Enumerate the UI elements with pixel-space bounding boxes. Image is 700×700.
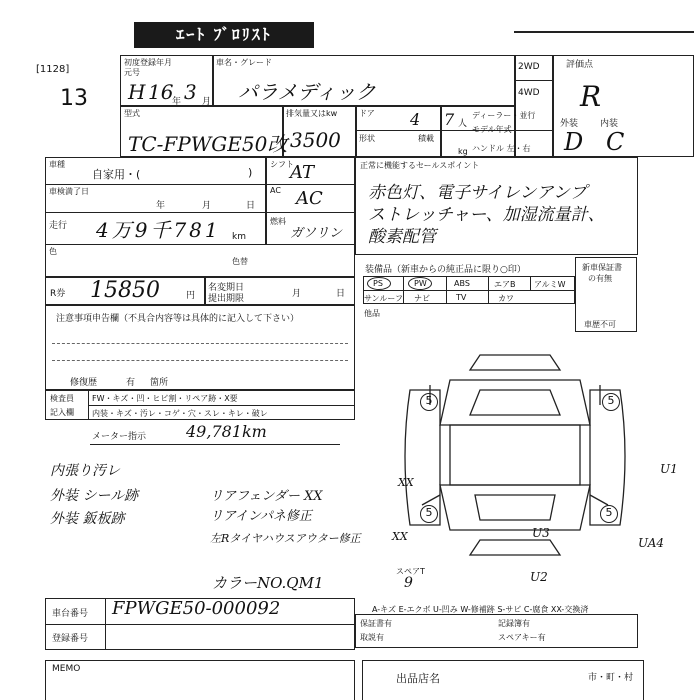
sub-label-4: スペアキー有	[498, 633, 546, 642]
year-unit: 年	[172, 97, 182, 107]
equipment-label: 装備品（新車からの純正品に限り○印）	[365, 265, 526, 275]
dealer-label: ディーラー・並行	[472, 111, 536, 120]
note-line	[52, 343, 348, 344]
sub-box	[355, 614, 638, 648]
sales-points-label: 正常に機能するセールスポイント	[360, 161, 480, 170]
divider	[514, 55, 516, 157]
car-name: パラメディック	[238, 80, 376, 104]
rear-bumper-outline	[470, 540, 560, 555]
model-value: TC-FPWGE50改	[128, 132, 288, 156]
shaken-month: 月	[202, 201, 212, 211]
sub-label-3: 記録簿有	[498, 619, 530, 628]
score-label: 評価点	[566, 60, 594, 70]
warranty-label-2: の有無	[588, 274, 612, 283]
remark-right-1: リアフェンダー XX	[210, 489, 323, 504]
type-close: )	[248, 166, 253, 179]
ac-value: AC	[296, 188, 323, 209]
mirror-lines	[430, 385, 600, 405]
displacement-value: 3500	[290, 128, 341, 152]
recycle-amount: 15850	[90, 278, 160, 303]
color-label: 色	[49, 247, 57, 256]
remark-left-1: 内張り汚レ	[50, 463, 120, 479]
diagram-circle: 5	[420, 393, 438, 411]
exterior-label: 外装	[560, 119, 579, 129]
mark-u1: U1	[660, 462, 678, 476]
interior-grade: C	[606, 128, 625, 156]
drive-4wd: 4WD	[518, 88, 540, 98]
divider	[45, 212, 355, 213]
notes-label: 注意事項申告欄（不具合内容等は具体的に記入して下さい）	[56, 314, 300, 324]
seats-value: 7	[444, 110, 455, 129]
reg-label: 登録番号	[52, 634, 89, 644]
color-no-label: 色替	[232, 257, 248, 266]
note-line	[52, 360, 348, 361]
memo-label: MEMO	[52, 664, 81, 674]
meter-value: 49,781km	[186, 422, 267, 441]
header-line	[514, 31, 694, 33]
divider	[204, 277, 206, 305]
sub-label-2: 取説有	[360, 633, 384, 642]
inspector-label-2: 記入欄	[50, 408, 74, 417]
memo-box	[45, 660, 355, 700]
door-value: 4	[410, 110, 421, 129]
mark-u2: U2	[530, 570, 548, 584]
transfer-label-2: 提出期限	[208, 294, 245, 304]
remark-right-4: カラーNO.QM1	[212, 574, 324, 592]
inspector-row-1: FW・キズ・凹・ヒビ割・リペア跡・X要	[92, 394, 238, 403]
divider	[440, 105, 442, 157]
recycle-label: R券	[50, 289, 66, 299]
remark-left-3: 外装 鈑板跡	[50, 511, 125, 527]
roof-outline	[450, 425, 580, 485]
first-reg-label: 初度登録年月	[124, 58, 172, 67]
equip-abs: ABS	[454, 279, 470, 288]
repair-place: 箇所	[150, 378, 169, 388]
mark-ua4: UA4	[638, 536, 665, 550]
divider	[530, 276, 531, 290]
rear-body-outline	[440, 485, 590, 530]
diagram-circle: 5	[600, 505, 618, 523]
divider	[446, 276, 447, 304]
diagram-circle: 5	[420, 505, 438, 523]
shaken-year: 年	[156, 201, 166, 211]
divider	[90, 444, 340, 445]
divider	[552, 55, 554, 157]
recycle-unit: 円	[186, 291, 196, 301]
lot-number: 13	[60, 86, 88, 111]
sub-label-1: 保証書有	[360, 619, 392, 628]
mileage-value: 4万9千781	[96, 218, 221, 242]
interior-label: 内装	[600, 119, 619, 129]
side-lines	[422, 495, 608, 505]
model-year-label: モデル年式	[472, 125, 512, 134]
sales-point-line-2: ストレッチャー、加湿流量計、	[368, 205, 605, 225]
month-unit: 月	[202, 97, 212, 107]
month-value: 3	[184, 80, 197, 104]
fuel-value: ガソリン	[290, 226, 343, 241]
door-label: ドア	[359, 109, 375, 118]
seats-unit: 人	[458, 119, 468, 129]
divider	[45, 624, 355, 625]
mileage-unit: km	[232, 232, 246, 242]
hood-outline	[470, 355, 560, 370]
mark-u3: U3	[532, 526, 550, 540]
damage-legend: A-キズ E-エクボ U-凹み W-修補跡 S-サビ C-腐食 XX-交換済	[372, 605, 589, 614]
equip-tv: TV	[456, 293, 467, 302]
inspector-label-1: 検査員	[50, 394, 74, 403]
remark-left-2: 外装 シール跡	[50, 488, 139, 504]
transfer-label-1: 名変期日	[208, 283, 245, 293]
exterior-grade: D	[564, 128, 584, 156]
equip-ps: PS	[373, 279, 383, 288]
pw-circle-mark	[408, 277, 432, 290]
city-label: 市・町・村	[588, 673, 634, 683]
divider	[105, 598, 106, 650]
score-value: R	[580, 80, 602, 113]
year-value: 16	[148, 80, 174, 104]
store-label: 出品店名	[396, 672, 440, 685]
equip-leather: カワ	[498, 294, 514, 303]
auction-logo: ｴｰﾄ ﾌﾞﾛﾘｽﾄ	[134, 22, 314, 48]
equip-alloy: アルミW	[534, 280, 566, 289]
shift-label: シフト	[270, 160, 294, 169]
meter-label: メーター指示	[92, 432, 147, 442]
ps-circle-mark	[367, 277, 391, 290]
displacement-label: 排気量又はkw	[286, 109, 338, 118]
car-damage-diagram	[390, 345, 640, 580]
spare-label: スペアT	[396, 567, 425, 576]
shift-value: AT	[290, 162, 315, 183]
divider	[403, 276, 404, 304]
name-label: 車名・グレード	[216, 58, 272, 67]
first-reg-sub: 元号	[124, 68, 140, 77]
sales-point-line-3: 酸素配管	[368, 227, 436, 247]
divider	[363, 290, 575, 291]
chassis-value: FPWGE50-000092	[112, 598, 281, 619]
mark-xx-2: XX	[392, 530, 408, 543]
repair-value: 有	[126, 378, 136, 388]
fuel-label: 燃料	[270, 217, 286, 226]
transfer-month: 月	[292, 289, 302, 299]
rear-window-outline	[475, 495, 555, 520]
ac-label: AC	[270, 186, 281, 195]
model-label: 型式	[124, 109, 140, 118]
sales-point-line-1: 赤色灯、電子サイレンアンプ	[368, 183, 587, 203]
spare-value: 9	[404, 575, 413, 591]
equip-airbag: エアB	[494, 280, 516, 289]
mark-xx-1: XX	[398, 476, 414, 489]
divider	[88, 405, 355, 406]
warranty-no-label: 車歴不可	[584, 320, 616, 329]
equip-pw: PW	[414, 279, 427, 288]
era-value: H	[128, 80, 146, 104]
windshield-outline	[470, 390, 560, 415]
load-unit: kg	[458, 147, 468, 156]
divider	[212, 55, 214, 105]
divider	[514, 80, 552, 81]
equip-other-label: 他品	[364, 309, 380, 318]
shape-label: 形状	[359, 134, 375, 143]
warranty-label-1: 新車保証書	[582, 263, 622, 272]
chassis-label: 車台番号	[52, 609, 89, 619]
equip-sunroof: サンルーフ	[364, 294, 403, 303]
remark-right-3: 左Rタイヤハウスアウター修正	[210, 532, 361, 545]
type-label: 車種	[49, 160, 65, 169]
divider	[355, 130, 553, 131]
handle-label: ハンドル 左・右	[472, 144, 531, 153]
divider	[265, 157, 267, 244]
lot-small: [1128]	[36, 64, 70, 75]
shaken-label: 車検満了日	[49, 187, 89, 196]
divider	[45, 184, 355, 185]
inspector-row-2: 内装・キズ・汚レ・コゲ・穴・スレ・キレ・破レ	[92, 409, 268, 418]
mileage-label: 走行	[49, 221, 68, 231]
divider	[45, 244, 355, 245]
load-label: 積載	[418, 134, 434, 143]
divider	[488, 276, 489, 304]
divider	[355, 105, 357, 157]
shaken-day: 日	[246, 201, 256, 211]
transfer-day: 日	[336, 289, 346, 299]
drive-2wd: 2WD	[518, 62, 540, 72]
remark-right-2: リアインパネ修正	[210, 509, 312, 524]
equip-navi: ナビ	[414, 294, 430, 303]
type-value: 自家用・(	[92, 168, 141, 181]
diagram-circle: 5	[602, 393, 620, 411]
front-body-outline	[440, 380, 590, 425]
repair-label: 修復歴	[70, 378, 98, 388]
